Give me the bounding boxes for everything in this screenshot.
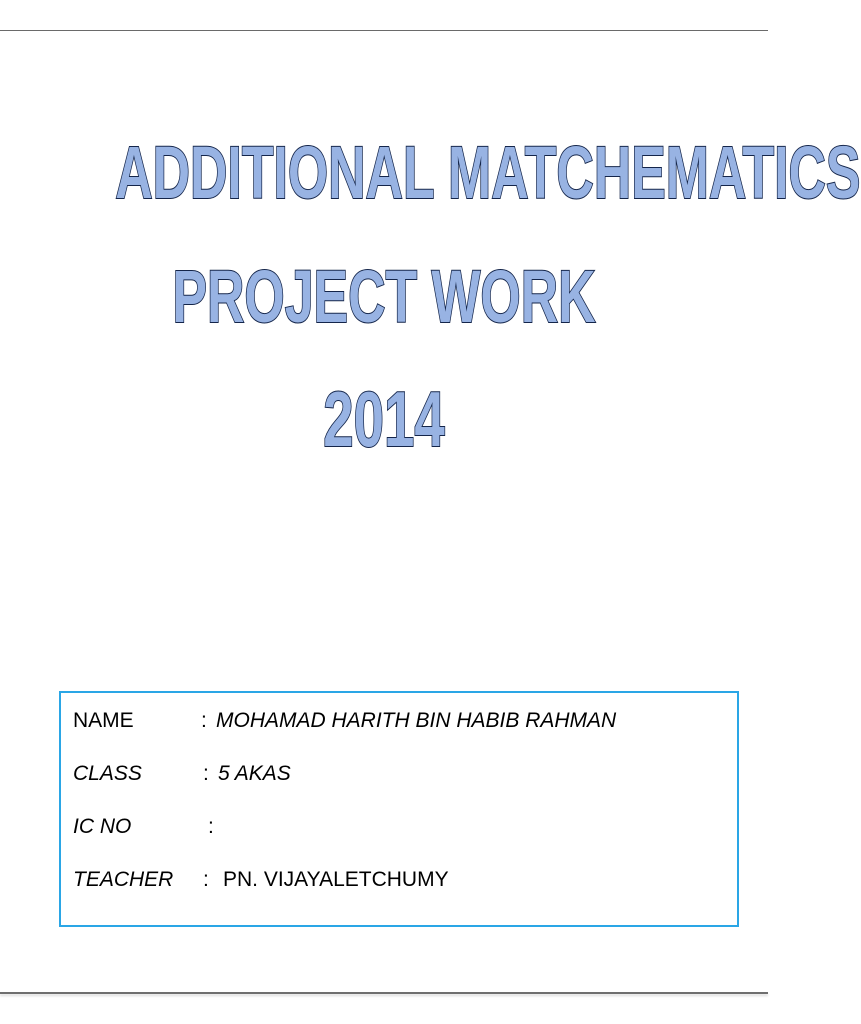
ic-separator: : [208, 815, 214, 838]
info-row-name [73, 709, 617, 733]
teacher-separator: : [203, 868, 209, 891]
title-line-1: ADDITIONAL MATCHEMATICS [115, 131, 861, 214]
title-year: 2014 [323, 375, 445, 463]
bottom-rule [0, 992, 768, 994]
teacher-value: PN. VIJAYALETCHUMY [223, 868, 449, 891]
ic-label: IC NO [73, 815, 132, 838]
teacher-label: TEACHER [73, 868, 174, 891]
class-separator: : [203, 762, 209, 785]
name-value: MOHAMAD HARITH BIN HABIB RAHMAN [216, 709, 617, 732]
student-info-box [59, 691, 739, 927]
name-label: NAME [73, 709, 134, 732]
class-value: 5 AKAS [218, 762, 291, 785]
info-row-ic [73, 815, 214, 839]
class-label: CLASS [73, 762, 142, 785]
info-row-class [73, 762, 291, 786]
title-line-2: PROJECT WORK [172, 255, 596, 338]
name-separator: : [201, 709, 207, 732]
top-rule [0, 30, 768, 31]
info-row-teacher [73, 868, 449, 892]
